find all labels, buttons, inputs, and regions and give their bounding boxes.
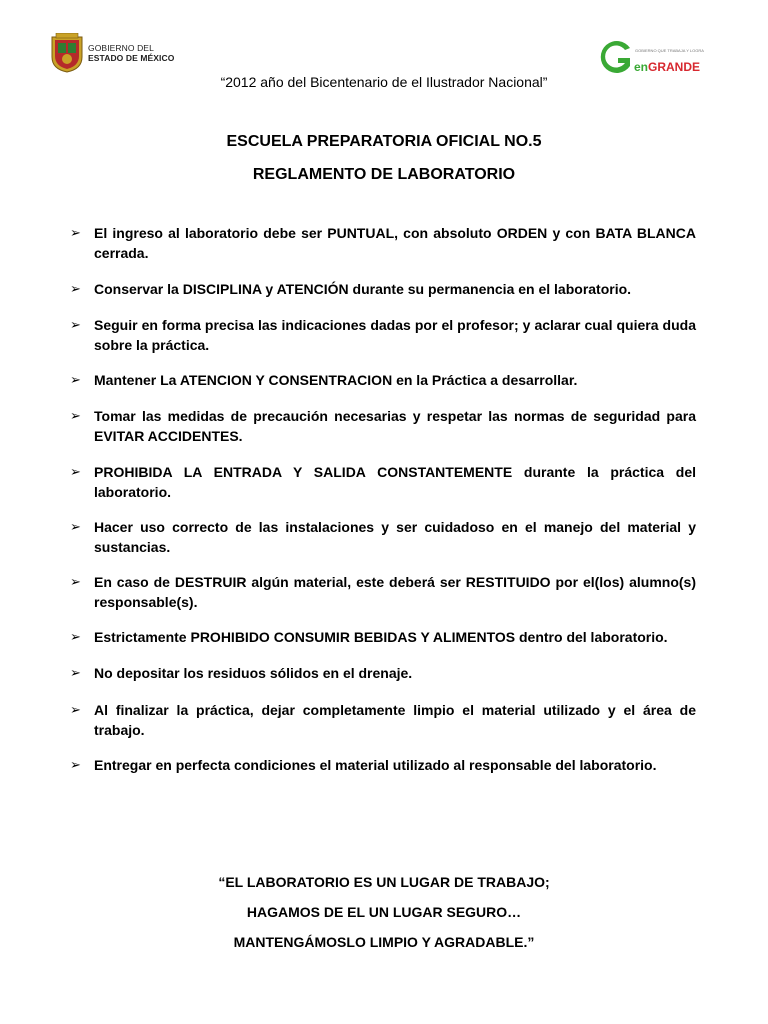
- rule-item: [68, 572, 696, 612]
- rule-text: Conservar la DISCIPLINA y ATENCIÓN durante su permanencia en el laboratorio.: [94, 281, 632, 297]
- closing-quote: [0, 872, 768, 962]
- arrow-bullet-icon: ➢: [70, 281, 81, 296]
- gov-logo-text: [88, 43, 174, 63]
- engrande-en: en: [634, 60, 649, 74]
- arrow-bullet-icon: ➢: [70, 665, 81, 680]
- arrow-bullet-icon: ➢: [70, 519, 81, 534]
- engrande-grande: GRANDE: [648, 60, 701, 74]
- closing-line-2: HAGAMOS DE EL UN LUGAR SEGURO…: [246, 904, 522, 920]
- rule-item: [68, 315, 696, 355]
- arrow-bullet-icon: ➢: [70, 757, 81, 772]
- school-title: ESCUELA PREPARATORIA OFICIAL NO.5: [226, 133, 542, 150]
- document-title: REGLAMENTO DE LABORATORIO: [252, 166, 516, 183]
- rule-item: [68, 627, 696, 647]
- arrow-bullet-icon: ➢: [70, 574, 81, 589]
- gobierno-estado-mexico-logo: [50, 33, 174, 73]
- state-seal-icon: [50, 33, 84, 73]
- closing-line-3: MANTENGÁMOSLO LIMPIO Y AGRADABLE.”: [233, 934, 535, 950]
- rule-text: Al finalizar la práctica, dejar completamente limpio el material utilizado y el área de trabajo.: [94, 702, 696, 738]
- g-letter-logo-icon: [594, 36, 636, 78]
- bicentenario-motto: “2012 año del Bicentenario de el Ilustrador Nacional”: [220, 74, 548, 90]
- rule-text: Estrictamente PROHIBIDO CONSUMIR BEBIDAS Y ALIMENTOS dentro del laboratorio.: [94, 629, 668, 645]
- arrow-bullet-icon: ➢: [70, 464, 81, 479]
- rule-item: [68, 462, 696, 502]
- rule-text: El ingreso al laboratorio debe ser PUNTUAL, con absoluto ORDEN y con BATA BLANCA cerrada.: [94, 225, 696, 261]
- rule-text: Tomar las medidas de precaución necesarias y respetar las normas de seguridad para EVITAR ACCIDENTES.: [94, 408, 696, 444]
- rule-item: [68, 406, 696, 446]
- rule-text: No depositar los residuos sólidos en el drenaje.: [94, 665, 413, 681]
- arrow-bullet-icon: ➢: [70, 702, 81, 717]
- rule-item: [68, 700, 696, 740]
- gov-logo-line1: GOBIERNO DEL: [88, 43, 154, 53]
- rule-item: [68, 223, 696, 263]
- rule-item: [68, 370, 696, 390]
- arrow-bullet-icon: ➢: [70, 408, 81, 423]
- rule-text: Mantener La ATENCION Y CONSENTRACION en la Práctica a desarrollar.: [94, 372, 578, 388]
- arrow-bullet-icon: ➢: [70, 317, 81, 332]
- closing-line-1: “EL LABORATORIO ES UN LUGAR DE TRABAJO;: [218, 874, 550, 890]
- rule-text: Hacer uso correcto de las instalaciones y ser cuidadoso en el manejo del material y sustancias.: [94, 519, 696, 555]
- rule-text: PROHIBIDA LA ENTRADA Y SALIDA CONSTANTEMENTE durante la práctica del laboratorio.: [94, 464, 696, 500]
- arrow-bullet-icon: ➢: [70, 372, 81, 387]
- rule-text: En caso de DESTRUIR algún material, este deberá ser RESTITUIDO por el(los) alumno(s) responsable(s).: [94, 574, 696, 610]
- document-header: [0, 0, 768, 100]
- arrow-bullet-icon: ➢: [70, 629, 81, 644]
- gov-logo-line2: ESTADO DE MÉXICO: [88, 53, 175, 63]
- rule-text: Seguir en forma precisa las indicaciones dadas por el profesor; y aclarar cual quiera duda sobre la práctica.: [94, 317, 696, 353]
- rule-item: [68, 663, 696, 683]
- rule-item: [68, 279, 696, 299]
- arrow-bullet-icon: ➢: [70, 225, 81, 240]
- rule-text: Entregar en perfecta condiciones el material utilizado al responsable del laboratorio.: [94, 757, 657, 773]
- engrande-wordmark: [634, 60, 700, 74]
- rules-list: [68, 223, 696, 790]
- engrande-tagline: GOBIERNO QUE TRABAJA Y LOGRA: [635, 48, 704, 53]
- rule-item: [68, 517, 696, 557]
- rule-item: [68, 755, 696, 775]
